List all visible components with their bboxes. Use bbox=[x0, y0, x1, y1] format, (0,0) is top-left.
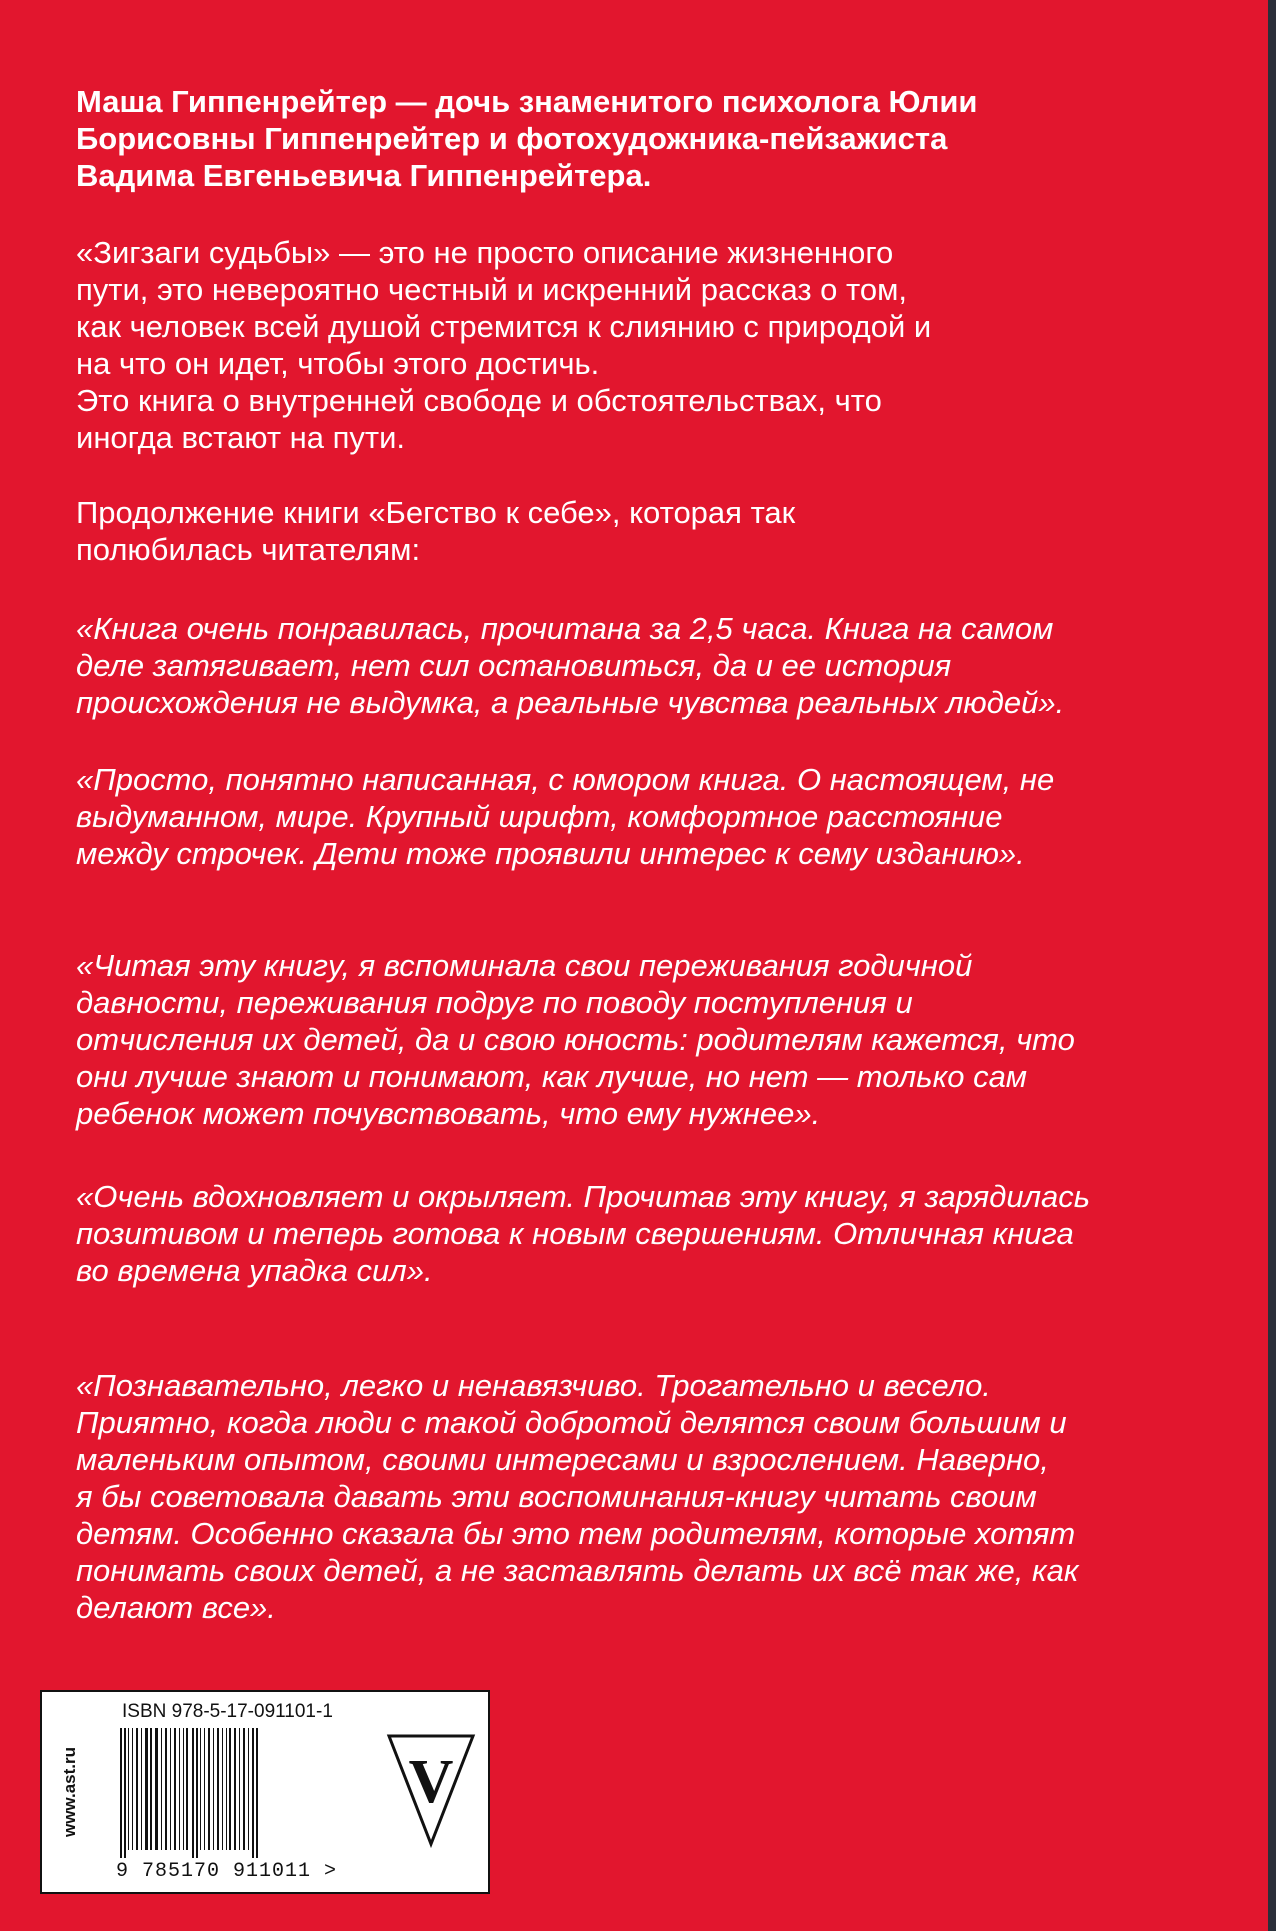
barcode-bar bbox=[186, 1728, 188, 1850]
text-line: выдуманном, мире. Крупный шрифт, комфортное расстояние bbox=[76, 799, 1003, 834]
barcode-bar bbox=[256, 1728, 258, 1858]
website-label bbox=[56, 1700, 86, 1885]
publisher-logo-icon bbox=[386, 1730, 476, 1850]
barcode-bar bbox=[150, 1728, 152, 1850]
cover-edge bbox=[1268, 0, 1276, 1931]
text-line: иногда встают на пути. bbox=[76, 420, 406, 455]
barcode-bar bbox=[196, 1728, 198, 1858]
barcode-bar bbox=[192, 1728, 194, 1858]
reader-review-quote bbox=[76, 947, 1216, 1132]
text-line: детям. Особенно сказала бы это тем родителям, которые хотят bbox=[76, 1516, 1076, 1551]
barcode-bar bbox=[120, 1728, 122, 1858]
text-line: как человек всей душой стремится к слиянию с природой и bbox=[76, 309, 932, 344]
barcode-bar bbox=[208, 1728, 210, 1850]
author-intro bbox=[76, 83, 1216, 194]
text-line: «Зигзаги судьбы» — это не просто описание жизненного bbox=[76, 235, 894, 270]
barcode-bar bbox=[179, 1728, 180, 1850]
barcode-bar bbox=[213, 1728, 214, 1850]
barcode-bar bbox=[128, 1728, 129, 1850]
barcode-bar bbox=[229, 1728, 231, 1850]
text-line: «Познавательно, легко и ненавязчиво. Трогательно и весело. bbox=[76, 1368, 991, 1403]
barcode-bar bbox=[145, 1728, 148, 1850]
barcode-icon bbox=[118, 1728, 380, 1858]
text-line: пути, это невероятно честный и искренний рассказ о том, bbox=[76, 272, 908, 307]
text-line: происхождения не выдумка, а реальные чувства реальных людей». bbox=[76, 685, 1065, 720]
text-line: Продолжение книги «Бегство к себе», которая так bbox=[76, 495, 796, 530]
text-line: я бы советовала давать эти воспоминания-книгу читать своим bbox=[76, 1479, 1037, 1514]
isbn-label: ISBN 978-5-17-091101-1 bbox=[122, 1701, 333, 1722]
reader-review-quote bbox=[76, 761, 1216, 872]
reader-review-quote bbox=[76, 1178, 1216, 1289]
barcode-bar bbox=[174, 1728, 176, 1850]
barcode-bar bbox=[217, 1728, 219, 1850]
text-line: Вадима Евгеньевича Гиппенрейтера. bbox=[76, 158, 652, 193]
text-line: Это книга о внутренней свободе и обстоятельствах, что bbox=[76, 383, 882, 418]
barcode-digits: 9 785170 911011 > bbox=[116, 1860, 338, 1883]
text-line: ребенок может почувствовать, что ему нужнее». bbox=[76, 1096, 821, 1131]
text-line: Маша Гиппенрейтер — дочь знаменитого психолога Юлии bbox=[76, 84, 978, 119]
text-line: маленьким опытом, своими интересами и взрослением. Наверно, bbox=[76, 1442, 1049, 1477]
logo-letter: V bbox=[408, 1748, 454, 1816]
barcode-bar bbox=[132, 1728, 133, 1850]
barcode-bar bbox=[222, 1728, 223, 1850]
barcode-bar bbox=[239, 1728, 240, 1850]
text-line: отчисления их детей, да и свою юность: родителям кажется, что bbox=[76, 1022, 1075, 1057]
text-line: Борисовны Гиппенрейтер и фотохудожника-пейзажиста bbox=[76, 121, 948, 156]
barcode-bar bbox=[124, 1728, 126, 1858]
text-line: полюбилась читателям: bbox=[76, 532, 421, 567]
website-text: www.ast.ru bbox=[60, 1746, 79, 1838]
barcode-bar bbox=[170, 1728, 171, 1850]
barcode-bar bbox=[243, 1728, 245, 1850]
reader-review-quote bbox=[76, 610, 1216, 721]
barcode-bar bbox=[234, 1728, 236, 1850]
barcode-bar bbox=[252, 1728, 254, 1858]
text-line: во времена упадка сил». bbox=[76, 1253, 433, 1288]
continuation-note bbox=[76, 494, 1216, 568]
barcode-bar bbox=[183, 1728, 184, 1850]
text-line: Приятно, когда люди с такой добротой делятся своим большим и bbox=[76, 1405, 1067, 1440]
text-line: деле затягивает, нет сил остановиться, да и ее история bbox=[76, 648, 952, 683]
barcode-bar bbox=[248, 1728, 249, 1850]
text-line: «Книга очень понравилась, прочитана за 2,5 часа. Книга на самом bbox=[76, 611, 1054, 646]
barcode-bar bbox=[141, 1728, 142, 1850]
barcode-bar bbox=[226, 1728, 227, 1850]
barcode-bar bbox=[161, 1728, 162, 1850]
reader-review-quote bbox=[76, 1367, 1216, 1626]
text-line: понимать своих детей, а не заставлять делать их всё так же, как bbox=[76, 1553, 1079, 1588]
barcode-bar bbox=[204, 1728, 205, 1850]
barcode-bar bbox=[200, 1728, 201, 1850]
text-line: «Очень вдохновляет и окрыляет. Прочитав эту книгу, я зарядилась bbox=[76, 1179, 1091, 1214]
text-line: на что он идет, чтобы этого достичь. bbox=[76, 346, 600, 381]
text-line: между строчек. Дети тоже проявили интерес к сему изданию». bbox=[76, 836, 1025, 871]
text-line: делают все». bbox=[76, 1590, 276, 1625]
barcode-bar bbox=[155, 1728, 158, 1850]
text-line: «Читая эту книгу, я вспоминала свои переживания годичной bbox=[76, 948, 973, 983]
book-description bbox=[76, 234, 1216, 456]
text-line: «Просто, понятно написанная, с юмором книга. О настоящем, не bbox=[76, 762, 1055, 797]
text-line: они лучше знают и понимают, как лучше, но нет — только сам bbox=[76, 1059, 1028, 1094]
text-line: давности, переживания подруг по поводу поступления и bbox=[76, 985, 913, 1020]
barcode-bar bbox=[165, 1728, 167, 1850]
barcode-bar bbox=[136, 1728, 138, 1850]
text-line: позитивом и теперь готова к новым свершениям. Отличная книга bbox=[76, 1216, 1074, 1251]
